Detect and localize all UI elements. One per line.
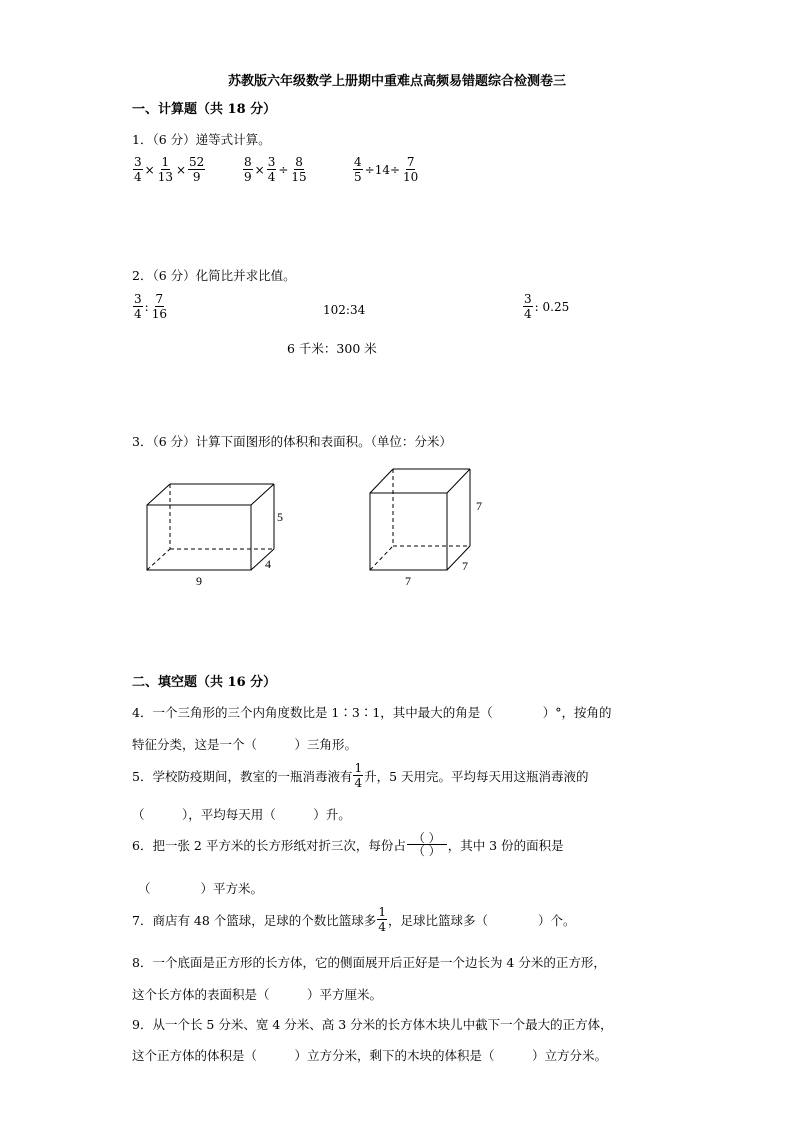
question-4-line-2: 特征分类，这是一个（ ）三角形。 bbox=[132, 737, 358, 752]
fraction: $\frac{3}{4}$ bbox=[134, 292, 142, 321]
question-9-line-2: 这个正方体的体积是（ ）立方分米，剩下的木块的体积是（ ）立方分米。 bbox=[132, 1048, 608, 1063]
fraction: $\frac{3}{4}$ bbox=[267, 155, 276, 184]
question-3-label: 3．（6 分）计算下面图形的体积和表面积。（单位：分米） bbox=[132, 434, 452, 449]
fraction: $\frac{8}{15}$ bbox=[291, 155, 307, 184]
question-8-line-1: 8．一个底面是正方形的长方体，它的侧面展开后正好是一个边长为 4 分米的正方形， bbox=[132, 955, 606, 970]
question-6-line-1: 6．把一张 2 平方米的长方形纸对折三次，每份占 $\frac{( )}{( )}$ ，其中 3 份的面积是 bbox=[132, 831, 564, 858]
question-1-label: 1．（6 分）递等式计算。 bbox=[132, 132, 271, 147]
page-title: 苏教版六年级数学上册期中重难点高频易错题综合检测卷三 bbox=[227, 74, 566, 89]
expression-2: $\frac{8}{9}$ × $\frac{3}{4}$ ÷ $\frac{8}{15}$ bbox=[244, 155, 307, 184]
ratio-2: 102:34 bbox=[323, 303, 366, 317]
question-8-line-2: 这个长方体的表面积是（ ）平方厘米。 bbox=[132, 987, 383, 1002]
expression-3: $\frac{4}{5}$ ÷14÷ $\frac{7}{10}$ bbox=[354, 155, 419, 184]
question-2-label: 2．（6 分）化简比并求比值。 bbox=[132, 268, 296, 283]
fraction: $\frac{3}{4}$ bbox=[134, 155, 142, 184]
ratio-1: $\frac{3}{4}$ : $\frac{7}{16}$ bbox=[134, 292, 167, 321]
expression-1: $\frac{3}{4}$ × $\frac{1}{13}$ × $\frac{52}{9}$ bbox=[134, 155, 205, 184]
fraction: $\frac{52}{9}$ bbox=[189, 155, 205, 184]
ratio-3: $\frac{3}{4}$ : 0.25 bbox=[524, 292, 570, 321]
cuboid-length-label: 9 bbox=[196, 574, 202, 588]
question-5-line-2: （ ），平均每天用（ ）升。 bbox=[132, 807, 351, 822]
section-heading-calculation: 一、计算题（共 18 分） bbox=[132, 102, 277, 117]
fraction: $\frac{3}{4}$ bbox=[524, 292, 532, 321]
ratio-4: 6 千米：300 米 bbox=[287, 341, 377, 356]
cube-length-label: 7 bbox=[405, 574, 411, 588]
fraction: $\frac{1}{13}$ bbox=[157, 155, 173, 184]
fraction: $\frac{8}{9}$ bbox=[244, 155, 252, 184]
cube-figure bbox=[360, 460, 500, 590]
fraction: $\frac{1}{4}$ bbox=[378, 905, 386, 934]
question-5-line-1: 5．学校防疫期间，教室的一瓶消毒液有 $\frac{1}{4}$ 升，5 天用完。平均每天用这瓶消毒液的 bbox=[132, 761, 589, 790]
cuboid-width-label: 4 bbox=[265, 557, 271, 571]
question-9-line-1: 9．从一个长 5 分米、宽 4 分米、高 3 分米的长方体木块儿中截下一个最大的正方体， bbox=[132, 1017, 613, 1032]
fraction: $\frac{1}{4}$ bbox=[354, 761, 363, 790]
question-6-line-2: （ ）平方米。 bbox=[138, 881, 264, 896]
cube-height-label: 7 bbox=[476, 499, 482, 513]
cuboid-figure bbox=[135, 470, 295, 590]
fraction: $\frac{4}{5}$ bbox=[354, 155, 362, 184]
blank-fraction: $\frac{( )}{( )}$ bbox=[407, 832, 447, 857]
question-7: 7．商店有 48 个篮球，足球的个数比篮球多 $\frac{1}{4}$ ，足球比篮球多（ ）个。 bbox=[132, 905, 576, 934]
fraction: $\frac{7}{16}$ bbox=[151, 292, 167, 321]
fraction: $\frac{7}{10}$ bbox=[403, 155, 419, 184]
question-4-line-1: 4．一个三角形的三个内角度数比是 1∶3∶1，其中最大的角是（ ）°，按角的 bbox=[132, 705, 612, 720]
section-heading-fill-blank: 二、填空题（共 16 分） bbox=[132, 675, 277, 690]
cuboid-height-label: 5 bbox=[277, 510, 283, 524]
cube-width-label: 7 bbox=[462, 559, 468, 573]
